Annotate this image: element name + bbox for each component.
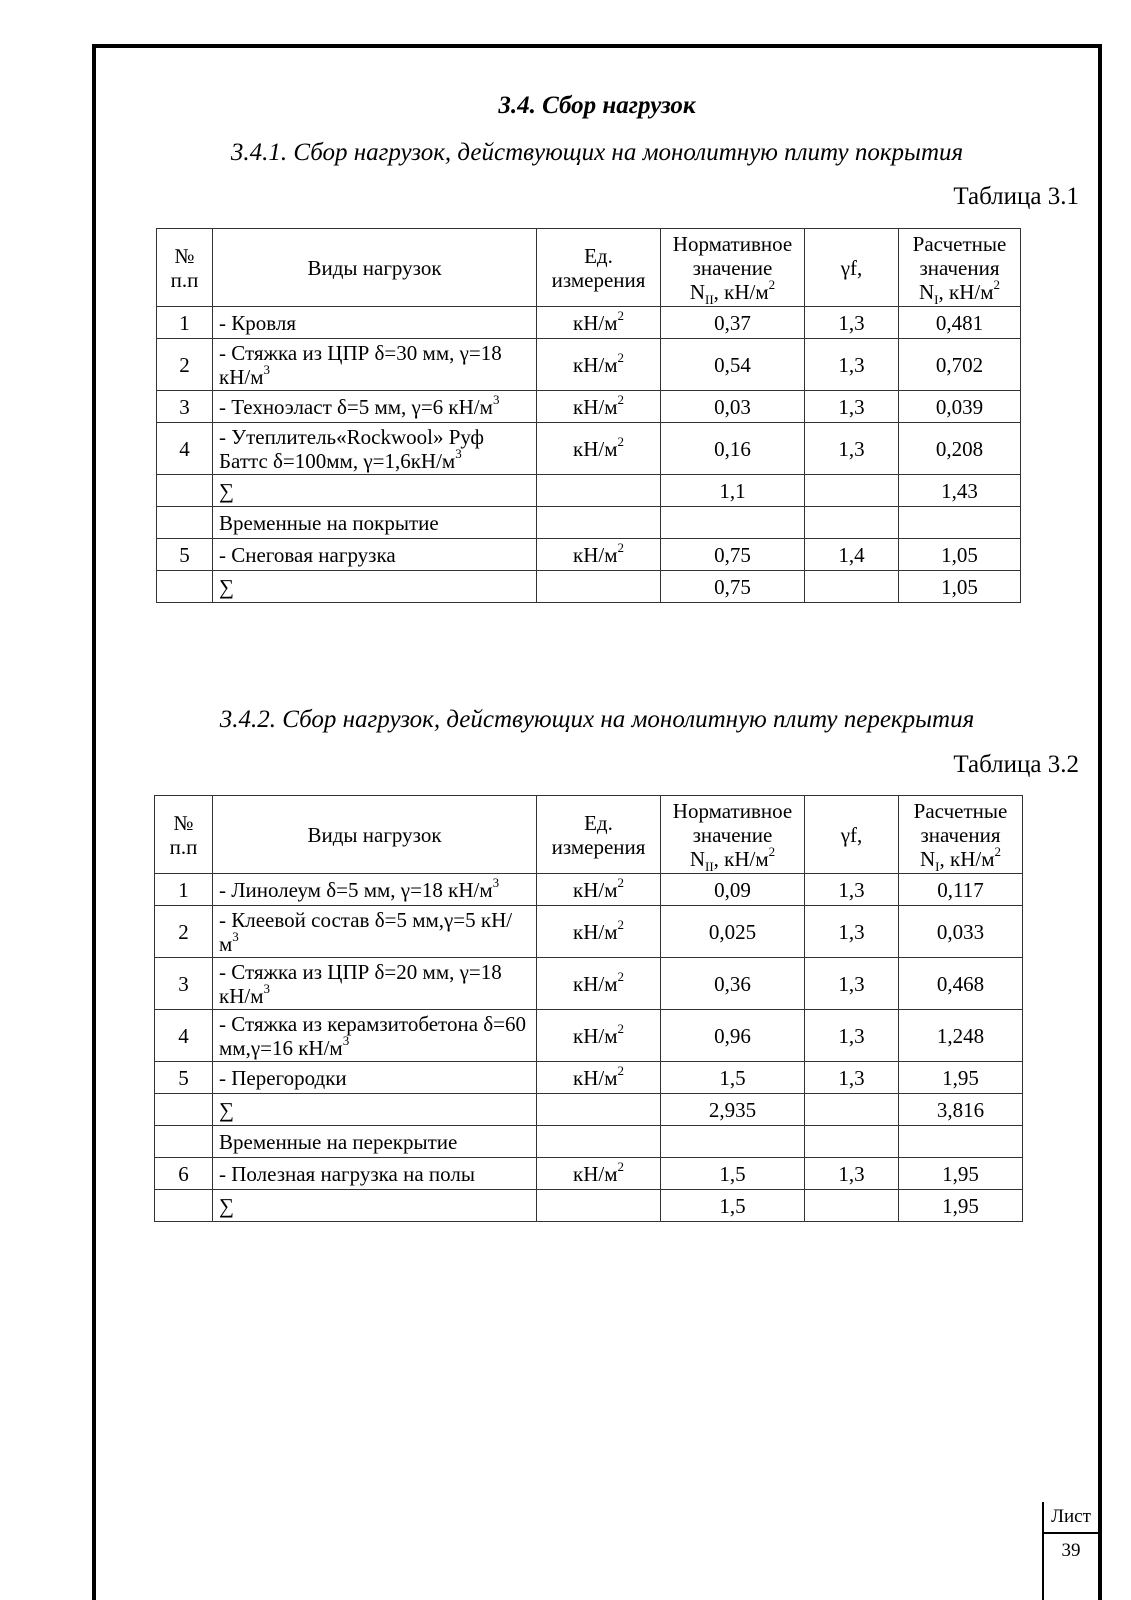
load-type-cell bbox=[213, 958, 537, 1010]
row-number: 2 bbox=[157, 339, 213, 391]
load-type: ∑ bbox=[219, 574, 234, 599]
table-row bbox=[157, 571, 1021, 603]
unit-sup: 2 bbox=[617, 1158, 624, 1174]
load-type-cell bbox=[213, 1126, 537, 1158]
normative-value: 1,5 bbox=[661, 1190, 805, 1222]
gamma-factor bbox=[805, 507, 899, 539]
unit: кН/м bbox=[573, 877, 618, 902]
header-gamma bbox=[805, 229, 899, 307]
design-value: 0,208 bbox=[899, 423, 1021, 475]
header-type-text: Виды нагрузок bbox=[307, 822, 442, 847]
unit: кН/м bbox=[573, 352, 618, 377]
table-row bbox=[157, 539, 1021, 571]
header-norm-symbol: N bbox=[689, 846, 705, 871]
gamma-factor: 1,3 bbox=[805, 874, 899, 906]
header-type-text: Виды нагрузок bbox=[307, 255, 442, 280]
design-value: 1,95 bbox=[899, 1062, 1023, 1094]
table-row bbox=[157, 507, 1021, 539]
load-type: ∑ bbox=[219, 1193, 234, 1218]
design-value: 0,468 bbox=[899, 958, 1023, 1010]
table-row bbox=[155, 1126, 1023, 1158]
normative-value: 0,03 bbox=[661, 391, 805, 423]
table-row bbox=[155, 906, 1023, 958]
header-norm-sub: II bbox=[705, 291, 714, 307]
load-type-cell bbox=[213, 1094, 537, 1126]
unit-cell bbox=[537, 475, 661, 507]
table1-section-title: 3.4.1. Сбор нагрузок, действующих на монолитную плиту покрытия bbox=[230, 139, 964, 166]
frame-left-border bbox=[92, 44, 96, 1600]
header-norm bbox=[661, 796, 805, 874]
gamma-factor: 1,3 bbox=[805, 906, 899, 958]
load-type-cell bbox=[213, 1010, 537, 1062]
header-num bbox=[155, 796, 213, 874]
table-row bbox=[155, 1062, 1023, 1094]
header-num bbox=[157, 229, 213, 307]
load-type-sup: 3 bbox=[492, 391, 500, 407]
gamma-factor: 1,4 bbox=[805, 539, 899, 571]
unit: кН/м bbox=[573, 310, 618, 335]
load-type-sup: 3 bbox=[263, 361, 270, 377]
load-type: - Стяжка из ЦПР δ=30 мм, γ=18 кН/м bbox=[219, 340, 502, 389]
header-gamma-text: γf, bbox=[840, 822, 863, 847]
header-norm-unit: , кН/м bbox=[713, 279, 769, 304]
load-type-sup: 3 bbox=[492, 874, 500, 890]
gamma-factor bbox=[805, 475, 899, 507]
gamma-factor: 1,3 bbox=[805, 1010, 899, 1062]
gamma-factor bbox=[805, 1190, 899, 1222]
unit-cell bbox=[537, 958, 661, 1010]
design-value: 1,248 bbox=[899, 1010, 1023, 1062]
header-calc-sup: 2 bbox=[993, 276, 1000, 292]
table-row bbox=[155, 1190, 1023, 1222]
gamma-factor: 1,3 bbox=[805, 423, 899, 475]
row-number: 1 bbox=[157, 307, 213, 339]
gamma-factor: 1,3 bbox=[805, 307, 899, 339]
table-row bbox=[157, 391, 1021, 423]
header-unit bbox=[537, 229, 661, 307]
header-norm-sup: 2 bbox=[768, 276, 776, 292]
design-value: 3,816 bbox=[899, 1094, 1023, 1126]
header-norm-symbol: N bbox=[689, 279, 705, 304]
gamma-factor bbox=[805, 1094, 899, 1126]
unit: кН/м bbox=[573, 919, 618, 944]
normative-value bbox=[661, 507, 805, 539]
unit-cell bbox=[537, 1010, 661, 1062]
design-value: 0,702 bbox=[899, 339, 1021, 391]
load-type: - Стяжка из керамзитобетона δ=60 мм,γ=16 кН/м bbox=[219, 1011, 527, 1060]
normative-value: 0,96 bbox=[661, 1010, 805, 1062]
unit-sup: 2 bbox=[617, 307, 624, 323]
normative-value: 0,54 bbox=[661, 339, 805, 391]
table-header-row bbox=[155, 796, 1023, 874]
table1-caption: Таблица 3.1 bbox=[953, 183, 1079, 210]
row-number bbox=[155, 1126, 213, 1158]
design-value: 1,05 bbox=[899, 539, 1021, 571]
load-type-cell bbox=[213, 339, 537, 391]
normative-value: 0,025 bbox=[661, 906, 805, 958]
unit-cell bbox=[537, 1126, 661, 1158]
row-number: 2 bbox=[155, 906, 213, 958]
header-calc-unit: , кН/м bbox=[939, 846, 995, 871]
frame-right-border bbox=[1098, 44, 1102, 1600]
load-table-1 bbox=[156, 228, 1021, 603]
unit: кН/м bbox=[573, 394, 618, 419]
unit-cell bbox=[537, 906, 661, 958]
header-num-text: № п.п bbox=[169, 810, 198, 859]
load-type-cell bbox=[213, 307, 537, 339]
unit-sup: 2 bbox=[617, 433, 624, 449]
load-type: - Полезная нагрузка на полы bbox=[219, 1161, 475, 1186]
gamma-factor bbox=[805, 571, 899, 603]
header-num-text: № п.п bbox=[170, 243, 199, 292]
load-type: - Снеговая нагрузка bbox=[219, 542, 396, 567]
header-unit-text: Ед. измерения bbox=[551, 810, 646, 859]
normative-value: 0,16 bbox=[661, 423, 805, 475]
section-heading: 3.4. Сбор нагрузок bbox=[498, 92, 696, 119]
header-calc-text: Расчетные значения bbox=[913, 798, 1008, 847]
row-number: 4 bbox=[155, 1010, 213, 1062]
unit-cell bbox=[537, 391, 661, 423]
load-type-cell bbox=[213, 475, 537, 507]
normative-value: 0,75 bbox=[661, 571, 805, 603]
load-type: ∑ bbox=[219, 478, 234, 503]
header-calc-sub: I bbox=[934, 291, 939, 307]
header-calc-sup: 2 bbox=[994, 843, 1001, 859]
normative-value: 0,09 bbox=[661, 874, 805, 906]
load-type-sup: 3 bbox=[342, 1032, 350, 1048]
header-gamma-text: γf, bbox=[840, 255, 863, 280]
row-number bbox=[157, 507, 213, 539]
unit-sup: 2 bbox=[617, 1062, 624, 1078]
row-number bbox=[157, 475, 213, 507]
row-number: 6 bbox=[155, 1158, 213, 1190]
header-calc-unit: , кН/м bbox=[938, 279, 994, 304]
unit-sup: 2 bbox=[617, 349, 624, 365]
header-calc-text: Расчетные значения bbox=[912, 231, 1007, 280]
load-type-cell bbox=[213, 571, 537, 603]
load-type-cell bbox=[213, 906, 537, 958]
table-row bbox=[157, 307, 1021, 339]
load-type-cell bbox=[213, 1158, 537, 1190]
table-row bbox=[157, 339, 1021, 391]
row-number bbox=[155, 1190, 213, 1222]
header-norm-text: Нормативное значение bbox=[672, 231, 793, 280]
design-value bbox=[899, 1126, 1023, 1158]
load-type: - Клеевой состав δ=5 мм,γ=5 кН/м bbox=[219, 907, 513, 956]
table-row bbox=[155, 1010, 1023, 1062]
header-type bbox=[213, 796, 537, 874]
normative-value: 0,75 bbox=[661, 539, 805, 571]
sheet-number-box bbox=[1042, 1502, 1098, 1600]
design-value: 0,481 bbox=[899, 307, 1021, 339]
unit-cell bbox=[537, 1190, 661, 1222]
unit-sup: 2 bbox=[617, 1020, 624, 1036]
load-type-cell bbox=[213, 507, 537, 539]
unit-cell bbox=[537, 1062, 661, 1094]
normative-value bbox=[661, 1126, 805, 1158]
load-type-cell bbox=[213, 1190, 537, 1222]
unit-sup: 2 bbox=[617, 874, 624, 890]
table-row bbox=[155, 874, 1023, 906]
load-type: Временные на покрытие bbox=[219, 510, 439, 535]
unit: кН/м bbox=[573, 1023, 618, 1048]
table-row bbox=[157, 423, 1021, 475]
header-norm-unit: , кН/м bbox=[713, 846, 769, 871]
unit-cell bbox=[537, 423, 661, 475]
unit-cell bbox=[537, 539, 661, 571]
design-value: 0,117 bbox=[899, 874, 1023, 906]
load-type-sup: 3 bbox=[263, 980, 270, 996]
unit: кН/м bbox=[573, 1065, 618, 1090]
header-gamma bbox=[805, 796, 899, 874]
normative-value: 1,5 bbox=[661, 1158, 805, 1190]
unit-cell bbox=[537, 307, 661, 339]
table-row bbox=[155, 1094, 1023, 1126]
table2-section-title: 3.4.2. Сбор нагрузок, действующих на монолитную плиту перекрытия bbox=[219, 706, 975, 733]
load-type: - Стяжка из ЦПР δ=20 мм, γ=18 кН/м bbox=[219, 959, 502, 1008]
row-number bbox=[157, 571, 213, 603]
unit: кН/м bbox=[573, 1161, 618, 1186]
design-value: 1,43 bbox=[899, 475, 1021, 507]
design-value: 1,05 bbox=[899, 571, 1021, 603]
unit: кН/м bbox=[573, 971, 618, 996]
normative-value: 0,37 bbox=[661, 307, 805, 339]
normative-value: 2,935 bbox=[661, 1094, 805, 1126]
gamma-factor: 1,3 bbox=[805, 1158, 899, 1190]
row-number bbox=[155, 1094, 213, 1126]
load-type: - Кровля bbox=[219, 310, 297, 335]
design-value bbox=[899, 507, 1021, 539]
unit-sup: 2 bbox=[617, 539, 624, 555]
gamma-factor: 1,3 bbox=[805, 391, 899, 423]
design-value: 0,033 bbox=[899, 906, 1023, 958]
row-number: 4 bbox=[157, 423, 213, 475]
load-table-2 bbox=[154, 795, 1023, 1222]
gamma-factor: 1,3 bbox=[805, 339, 899, 391]
table-row bbox=[157, 475, 1021, 507]
normative-value: 0,36 bbox=[661, 958, 805, 1010]
header-calc-symbol: N bbox=[918, 279, 935, 304]
design-value: 1,95 bbox=[899, 1158, 1023, 1190]
unit: кН/м bbox=[573, 542, 618, 567]
load-type: - Линолеум δ=5 мм, γ=18 кН/м bbox=[219, 877, 493, 902]
unit-cell bbox=[537, 874, 661, 906]
gamma-factor: 1,3 bbox=[805, 958, 899, 1010]
header-calc bbox=[899, 796, 1023, 874]
header-norm-text: Нормативное значение bbox=[672, 798, 793, 847]
frame-top-border bbox=[92, 44, 1102, 48]
sheet-number: 39 bbox=[1061, 1540, 1081, 1561]
load-type: - Утеплитель«Rockwool» Руф Баттс δ=100мм, γ=1,6кН/м bbox=[219, 424, 484, 473]
unit-sup: 2 bbox=[617, 916, 624, 932]
gamma-factor bbox=[805, 1126, 899, 1158]
row-number: 5 bbox=[157, 539, 213, 571]
header-norm bbox=[661, 229, 805, 307]
table2-caption: Таблица 3.2 bbox=[953, 751, 1079, 778]
unit-cell bbox=[537, 339, 661, 391]
row-number: 3 bbox=[157, 391, 213, 423]
normative-value: 1,1 bbox=[661, 475, 805, 507]
design-value: 0,039 bbox=[899, 391, 1021, 423]
load-type: - Техноэласт δ=5 мм, γ=6 кН/м bbox=[219, 394, 493, 419]
load-type-cell bbox=[213, 423, 537, 475]
row-number: 1 bbox=[155, 874, 213, 906]
load-type-sup: 3 bbox=[232, 928, 239, 944]
unit-cell bbox=[537, 507, 661, 539]
unit-sup: 2 bbox=[617, 391, 624, 407]
header-norm-sub: II bbox=[705, 858, 714, 874]
unit-cell bbox=[537, 1094, 661, 1126]
gamma-factor: 1,3 bbox=[805, 1062, 899, 1094]
row-number: 5 bbox=[155, 1062, 213, 1094]
load-type: - Перегородки bbox=[219, 1065, 347, 1090]
header-calc-symbol: N bbox=[919, 846, 936, 871]
table-row bbox=[155, 1158, 1023, 1190]
load-type-cell bbox=[213, 539, 537, 571]
unit-cell bbox=[537, 571, 661, 603]
table-header-row bbox=[157, 229, 1021, 307]
header-calc-sub: I bbox=[935, 858, 940, 874]
row-number: 3 bbox=[155, 958, 213, 1010]
load-type: Временные на перекрытие bbox=[219, 1129, 458, 1154]
load-type-cell bbox=[213, 874, 537, 906]
load-type-cell bbox=[213, 391, 537, 423]
unit: кН/м bbox=[573, 436, 618, 461]
header-unit-text: Ед. измерения bbox=[551, 243, 646, 292]
table-row bbox=[155, 958, 1023, 1010]
load-type-sup: 3 bbox=[455, 445, 462, 461]
header-unit bbox=[537, 796, 661, 874]
design-value: 1,95 bbox=[899, 1190, 1023, 1222]
normative-value: 1,5 bbox=[661, 1062, 805, 1094]
load-type-cell bbox=[213, 1062, 537, 1094]
header-norm-sup: 2 bbox=[768, 843, 776, 859]
unit-sup: 2 bbox=[617, 968, 624, 984]
sheet-label: Лист bbox=[1044, 1502, 1098, 1534]
load-type: ∑ bbox=[219, 1097, 234, 1122]
unit-cell bbox=[537, 1158, 661, 1190]
header-calc bbox=[899, 229, 1021, 307]
header-type bbox=[213, 229, 537, 307]
